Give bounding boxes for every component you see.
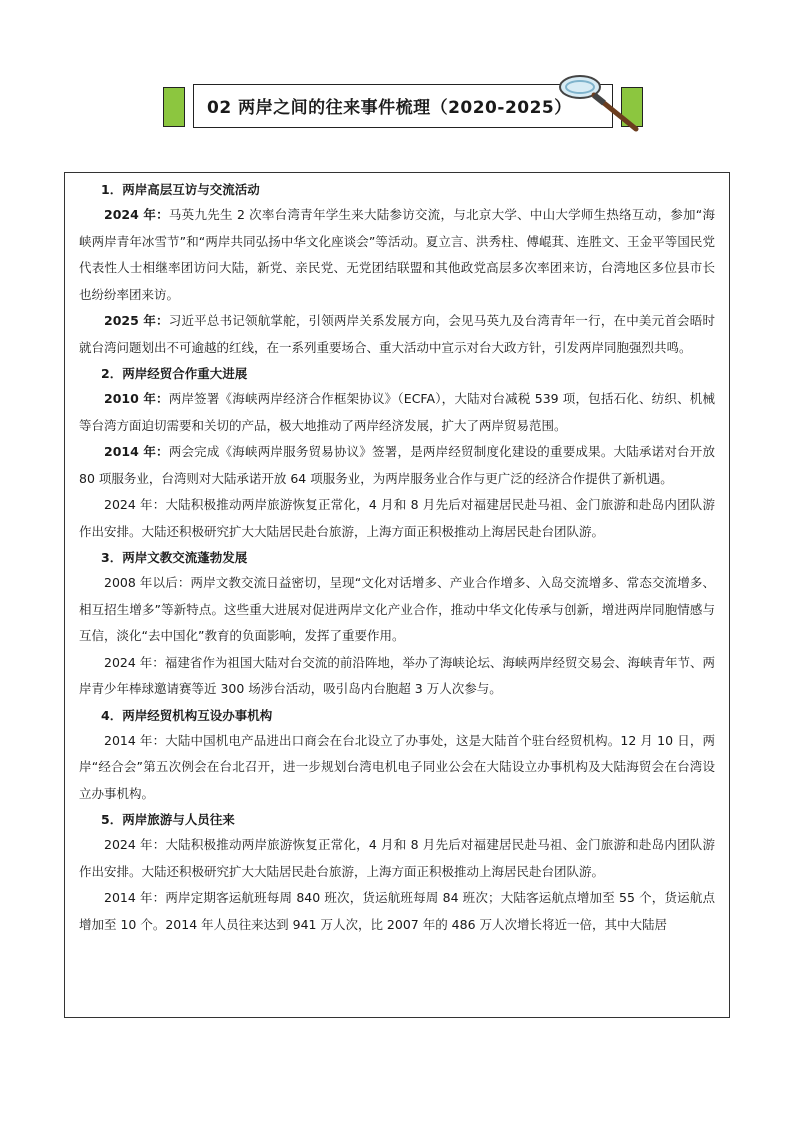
magnifier-icon xyxy=(558,73,644,135)
section-heading: 2．两岸经贸合作重大进展 xyxy=(101,366,248,381)
year-label: 2025 年： xyxy=(104,313,169,328)
paragraph-text: 大陆积极推动两岸旅游恢复正常化，4 月和 8 月先后对福建居民赴马祖、金门旅游和赴岛内团队游作出安排。大陆还积极研究扩大大陆居民赴台旅游，上海方面正积极推动上海居民赴台团队游。 xyxy=(79,497,715,539)
paragraph xyxy=(79,885,715,938)
paragraph xyxy=(79,728,715,808)
year-label: 2010 年： xyxy=(104,391,169,406)
banner-left-accent xyxy=(163,87,185,127)
paragraph-text: 马英九先生 2 次率台湾青年学生来大陆参访交流，与北京大学、中山大学师生热络互动，参加“海峡两岸青年冰雪节”和“两岸共同弘扬中华文化座谈会”等活动。夏立言、洪秀柱、傅崐萁、连胜文、王金平等国民党代表性人士相继率团访问大陆，新党、亲民党、无党团结联盟和其他政党高层多次率团来访，台湾地区多位县市长也纷纷率团来访。 xyxy=(79,207,715,302)
content-frame xyxy=(64,172,730,1018)
paragraph-text: 大陆积极推动两岸旅游恢复正常化，4 月和 8 月先后对福建居民赴马祖、金门旅游和赴岛内团队游作出安排。大陆还积极研究扩大大陆居民赴台旅游，上海方面正积极推动上海居民赴台团队游。 xyxy=(79,837,715,879)
year-label: 2014 年： xyxy=(104,732,166,748)
paragraph-text: 福建省作为祖国大陆对台交流的前沿阵地，举办了海峡论坛、海峡两岸经贸交易会、海峡青年节、两岸青少年棒球邀请赛等近 300 场涉台活动，吸引岛内台胞超 3 万人次参与。 xyxy=(79,654,715,696)
paragraph xyxy=(79,492,715,545)
paragraph xyxy=(79,570,715,650)
paragraph xyxy=(79,386,715,439)
section-heading: 4．两岸经贸机构互设办事机构 xyxy=(101,707,273,723)
year-label: 2024 年： xyxy=(104,837,166,852)
paragraph xyxy=(79,308,715,361)
paragraph-text: 两岸定期客运航班每周 840 班次，货运航班每周 84 班次；大陆客运航点增加至 55 个，货运航点增加至 10 个。2014 年人员往来达到 941 万人次，比 2007 年的 486 万人次增长将近一倍，其中大陆居 xyxy=(79,890,715,932)
paragraph-text: 两岸文教交流日益密切，呈现“文化对话增多、产业合作增多、入岛交流增多、常态交流增多、相互招生增多”等新特点。这些重大进展对促进两岸文化产业合作，推动中华文化传承与创新，增进两岸同胞情感与互信，淡化“去中国化”教育的负面影响，发挥了重要作用。 xyxy=(79,575,715,643)
paragraph-text: 习近平总书记领航掌舵，引领两岸关系发展方向，会见马英九及台湾青年一行，在中美元首会晤时就台湾问题划出不可逾越的红线，在一系列重要场合、重大活动中宣示对台大政方针，引发两岸同胞强烈共鸣。 xyxy=(79,313,715,355)
paragraph xyxy=(79,202,715,308)
section-heading: 3．两岸文教交流蓬勃发展 xyxy=(101,550,248,565)
year-label: 2024 年： xyxy=(104,654,165,670)
paragraph xyxy=(79,650,715,703)
paragraph-text: 两岸签署《海峡两岸经济合作框架协议》（ECFA），大陆对台减税 539 项，包括石化、纺织、机械等台湾方面迫切需要和关切的产品，极大地推动了两岸经济发展，扩大了两岸贸易范围。 xyxy=(79,391,715,433)
year-label: 2024 年： xyxy=(104,497,166,512)
year-label: 2024 年： xyxy=(104,207,169,222)
section-heading: 1．两岸高层互访与交流活动 xyxy=(101,182,260,197)
paragraph xyxy=(79,832,715,885)
paragraph-text: 两会完成《海峡两岸服务贸易协议》签署，是两岸经贸制度化建设的重要成果。大陆承诺对台开放 80 项服务业，台湾则对大陆承诺开放 64 项服务业，为两岸服务业合作与更广泛的经济合作提供了新机遇。 xyxy=(79,444,715,486)
year-label: 2014 年： xyxy=(104,890,166,905)
section-heading: 5．两岸旅游与人员往来 xyxy=(101,812,235,827)
page-title: 02 两岸之间的往来事件梳理（2020-2025） xyxy=(207,98,572,118)
paragraph-text: 大陆中国机电产品进出口商会在台北设立了办事处，这是大陆首个驻台经贸机构。12 月 10 日，两岸“经合会”第五次例会在台北召开，进一步规划台湾电机电子同业公会在大陆设立办事机构及大陆海贸会在台湾设立办事机构。 xyxy=(79,732,715,801)
year-label: 2008 年以后： xyxy=(104,575,191,590)
year-label: 2014 年： xyxy=(104,444,169,459)
paragraph xyxy=(79,439,715,492)
